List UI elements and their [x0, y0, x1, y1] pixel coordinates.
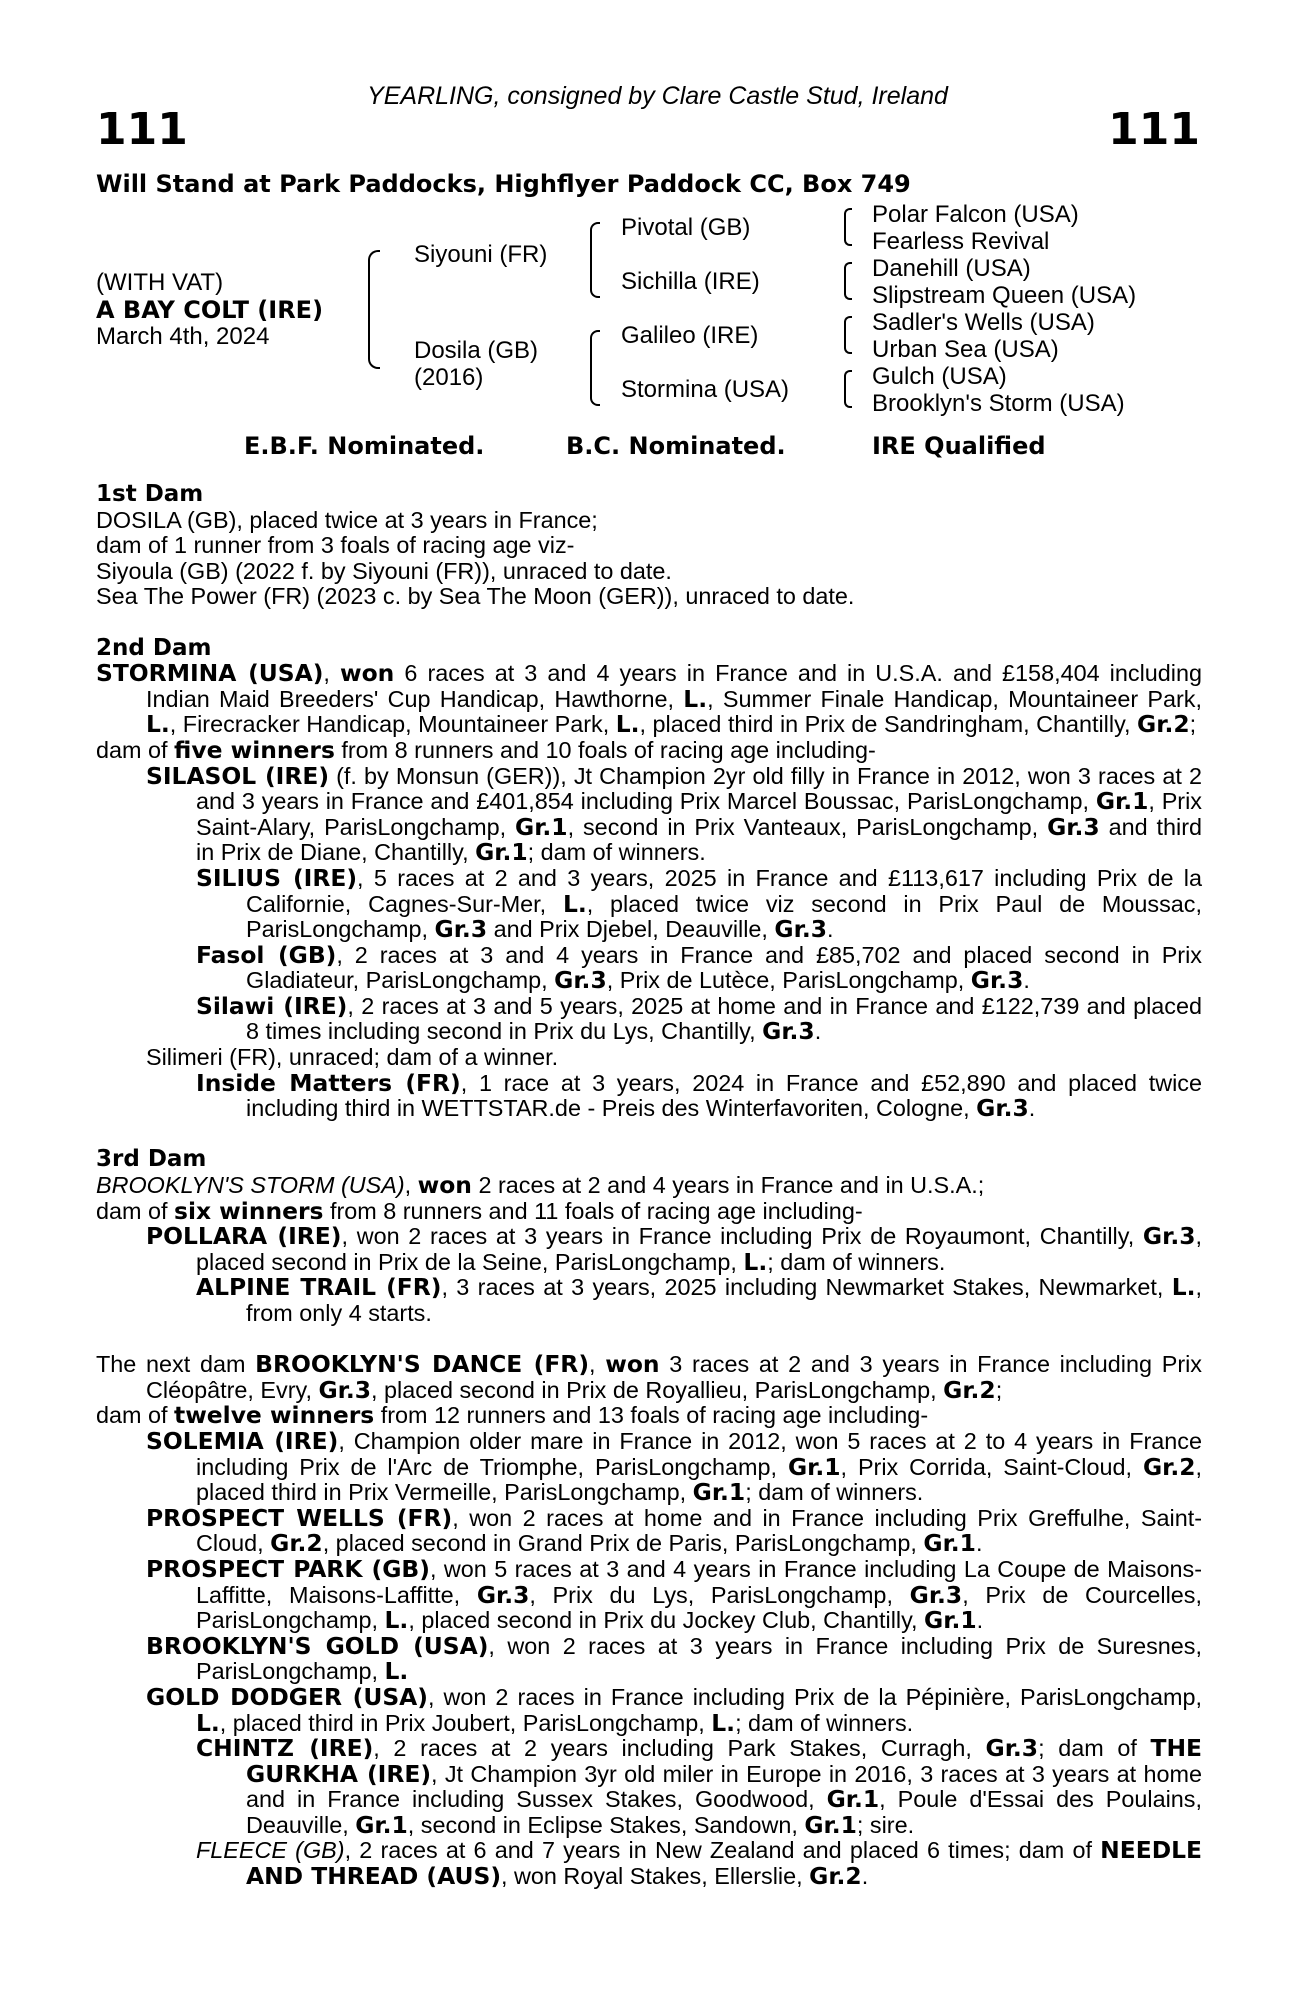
section-gap — [96, 610, 1202, 636]
bold-text: PROSPECT PARK (GB) — [146, 1554, 430, 1583]
bold-text: STORMINA (USA) — [96, 659, 324, 688]
bc-nomination: B.C. Nominated. — [566, 432, 786, 460]
great-grandparent-8: Brooklyn's Storm (USA) — [872, 390, 1125, 417]
entry-text: dam of — [96, 1197, 175, 1224]
bold-text: Gr.3 — [1047, 812, 1100, 841]
bold-text: Gr.1 — [923, 1529, 976, 1558]
entry-text: , Poule d'Essai des Poulains, Deauville, — [246, 1786, 1202, 1838]
entry-text: . — [975, 1530, 983, 1557]
pedigree-entry — [96, 584, 1202, 610]
bold-text: Gr.3 — [985, 1734, 1039, 1763]
bold-text: Gr.1 — [826, 1785, 880, 1814]
entry-text: , 2 races at 3 and 5 years, 2025 at home and in France and £122,739 and placed 8 times including second in Prix du Lys, Chantilly, — [246, 992, 1202, 1045]
ire-qualified: IRE Qualified — [872, 432, 1046, 460]
bold-text: L. — [196, 1708, 220, 1737]
bold-text: Gr.3 — [318, 1375, 372, 1404]
pedigree-entry — [96, 533, 1202, 559]
pedigree-entry — [96, 559, 1202, 585]
bold-text: Gr.1 — [475, 838, 528, 867]
pedigree-entry — [96, 1352, 1202, 1403]
bold-text: POLLARA (IRE) — [146, 1222, 342, 1251]
bold-text: ALPINE TRAIL (FR) — [196, 1273, 442, 1302]
pedigree-entry — [96, 1224, 1202, 1275]
pedigree-entry — [96, 1503, 1202, 1558]
bold-text: CHINTZ (IRE) — [196, 1734, 374, 1763]
entry-text: The next dam — [96, 1351, 256, 1378]
entry-text: , from only 4 starts. — [246, 1274, 1202, 1326]
bold-text: SILASOL (IRE) — [146, 761, 330, 790]
bold-text: Inside Matters (FR) — [196, 1068, 461, 1097]
dam: Dosila (GB) — [414, 337, 539, 364]
bold-text: BROOKLYN'S GOLD (USA) — [146, 1631, 489, 1660]
entry-text: . — [1028, 1095, 1036, 1122]
bold-text: five winners — [174, 735, 335, 764]
pedigree-entry — [96, 1682, 1203, 1737]
bold-text: won — [339, 659, 395, 688]
bold-text: Gr.3 — [434, 915, 488, 944]
pedigree-entry — [96, 1403, 1202, 1429]
bold-text: Gr.3 — [909, 1580, 963, 1609]
brace-main — [368, 250, 380, 369]
entry-text: from 12 runners and 13 foals of racing age including- — [374, 1402, 929, 1429]
great-grandparent-6: Urban Sea (USA) — [872, 336, 1059, 363]
bold-text: Gr.2 — [1137, 710, 1190, 739]
brace-gg2 — [844, 262, 852, 300]
entry-text: , Summer Finale Handicap, Mountaineer Park, — [707, 685, 1202, 712]
bold-text: SILIUS (IRE) — [196, 863, 358, 892]
entry-text: and Prix Djebel, Deauville, — [487, 916, 775, 943]
bold-text: twelve winners — [174, 1401, 375, 1430]
entry-text: , Prix Saint-Alary, ParisLongchamp, — [196, 788, 1202, 840]
entry-text: Sea The Power (FR) (2023 c. by Sea The Moon (GER)), unraced to date. — [96, 583, 855, 610]
entry-text: , — [589, 1351, 606, 1378]
bold-text: Gr.1 — [804, 1810, 857, 1839]
entry-text: , Prix du Lys, ParisLongchamp, — [529, 1581, 910, 1608]
pedigree-entry — [96, 1196, 1202, 1225]
pedigree-entry — [96, 1838, 1202, 1889]
entry-text: , 2 races at 3 and 4 years in France and £85,702 and placed second in Prix Gladiateur, ParisLongchamp, — [246, 941, 1202, 994]
pedigree-entry — [96, 735, 1202, 764]
entry-text: , won 2 races at 3 years in France including Prix de Suresnes, ParisLongchamp, — [196, 1632, 1202, 1685]
brace-sire — [590, 222, 600, 298]
entry-text: ; — [995, 1376, 1003, 1403]
entry-text: ; dam of winners. — [527, 839, 706, 866]
bold-text: SOLEMIA (IRE) — [146, 1426, 339, 1455]
entry-text: , won 2 races at home and in France including Prix Greffulhe, Saint-Cloud, — [196, 1504, 1202, 1557]
entry-text: , placed second in Prix de la Seine, ParisLongchamp, — [196, 1223, 1202, 1275]
bold-text: L. — [562, 889, 587, 918]
entry-text: , — [404, 1172, 418, 1199]
granddam-paternal: Sichilla (IRE) — [621, 268, 760, 295]
bold-text: L. — [711, 1708, 736, 1737]
section-gap — [96, 1122, 1202, 1148]
entry-text: , placed second in Prix de Royallieu, ParisLongchamp, — [371, 1376, 944, 1403]
pedigree-entry — [96, 1736, 1202, 1838]
lot-number-right: 111 — [1108, 104, 1200, 155]
entry-text: , Prix de Lutèce, ParisLongchamp, — [606, 967, 971, 994]
entry-text: ; dam of winners. — [745, 1479, 924, 1506]
bold-text: L. — [146, 710, 170, 739]
entry-text: , won 2 races at 3 years in France including Prix de Royaumont, Chantilly, — [341, 1223, 1143, 1250]
entry-text: , 1 race at 3 years, 2024 in France and £52,890 and placed twice including third in WETTSTAR.de - Preis des Winterfavoriten, Cologne, — [246, 1069, 1202, 1122]
horse-name: A BAY COLT (IRE) — [96, 296, 324, 324]
pedigree-entry — [96, 1554, 1203, 1635]
bold-text: Gr.1 — [924, 1606, 977, 1635]
entry-text: , won 5 races at 3 and 4 years in France including La Coupe de Maisons-Laffitte, Maisons-Laffitte, — [196, 1555, 1202, 1608]
entry-text: Siyoula (GB) (2022 f. by Siyouni (FR)), unraced to date. — [96, 557, 672, 584]
foaling-date: March 4th, 2024 — [96, 323, 270, 350]
bold-text: NEEDLE AND THREAD (AUS) — [246, 1836, 1202, 1891]
entry-text: , Prix de Courcelles, ParisLongchamp, — [196, 1581, 1203, 1634]
bold-text: L. — [384, 1657, 409, 1686]
bold-text: Fasol (GB) — [196, 940, 337, 969]
entry-text: ; dam of winners. — [735, 1709, 914, 1736]
bold-text: Silawi (IRE) — [196, 991, 348, 1020]
pedigree-entry — [96, 991, 1202, 1046]
entry-text: ; sire. — [856, 1811, 915, 1838]
entry-text: ; dam of winners. — [767, 1248, 946, 1275]
bold-text: Gr.3 — [554, 966, 607, 995]
great-grandparent-7: Gulch (USA) — [872, 363, 1007, 390]
consignment-line: YEARLING, consigned by Clare Castle Stud, Ireland — [367, 82, 948, 110]
entry-text: . — [976, 1607, 984, 1634]
sire: Siyouni (FR) — [414, 241, 548, 268]
bold-text: Gr.2 — [809, 1862, 862, 1891]
entry-text: dam of — [96, 1402, 175, 1429]
entry-text: , Champion older mare in France in 2012, won 5 races at 2 to 4 years in France including Prix de l'Arc de Triomphe, ParisLongchamp, — [196, 1427, 1202, 1480]
entry-text: ; — [1189, 711, 1197, 738]
entry-text: . — [861, 1863, 869, 1890]
entry-text: dam of 1 runner from 3 foals of racing age viz- — [96, 532, 575, 559]
pedigree-entry — [96, 863, 1202, 944]
entry-text: , Prix Corrida, Saint-Cloud, — [840, 1453, 1143, 1480]
great-grandparent-3: Danehill (USA) — [872, 255, 1031, 282]
section-3 — [96, 1147, 1202, 1326]
entry-text: , Jt Champion 3yr old miler in Europe in 2016, 3 races at 3 years at home and in France including Sussex Stakes, Goodwood, — [246, 1760, 1202, 1813]
great-grandparent-1: Polar Falcon (USA) — [872, 201, 1079, 228]
section-heading: 2nd Dam — [96, 634, 212, 661]
pedigree-entry — [96, 940, 1202, 995]
catalogue-body — [96, 482, 1202, 1890]
granddam-maternal: Stormina (USA) — [621, 376, 790, 403]
bold-text: Gr.2 — [943, 1375, 996, 1404]
pedigree-entry — [96, 761, 1203, 867]
entry-text: , 5 races at 2 and 3 years, 2025 in France and £113,617 including Prix de la Californie, Cagnes-Sur-Mer, — [246, 864, 1202, 917]
pedigree-entry — [96, 1045, 1202, 1071]
bold-text: BROOKLYN'S DANCE (FR) — [255, 1350, 590, 1379]
bold-text: Gr.2 — [270, 1529, 323, 1558]
stabling-line: Will Stand at Park Paddocks, Highflyer Paddock CC, Box 749 — [96, 170, 911, 198]
ebf-nomination: E.B.F. Nominated. — [244, 432, 485, 460]
entry-text: 3 races at 2 and 3 years in France including Prix Cléopâtre, Evry, — [146, 1351, 1202, 1403]
entry-text: Silimeri (FR), unraced; dam of a winner. — [146, 1044, 559, 1071]
bold-text: Gr.3 — [774, 915, 827, 944]
brace-gg3 — [844, 316, 852, 354]
pedigree-entry — [96, 1426, 1202, 1507]
entry-text: , placed third in Prix Vermeille, ParisLongchamp, — [196, 1453, 1202, 1506]
great-grandparent-5: Sadler's Wells (USA) — [872, 309, 1095, 336]
section-heading: 1st Dam — [96, 481, 204, 507]
lot-number-left: 111 — [96, 104, 188, 155]
pedigree-entry — [96, 661, 1202, 738]
entry-text: , won 2 races in France including Prix de la Pépinière, ParisLongchamp, — [427, 1683, 1203, 1710]
entry-text: , — [323, 660, 340, 687]
entry-text: , second in Eclipse Stakes, Sandown, — [407, 1811, 805, 1838]
bold-text: Gr.1 — [692, 1478, 746, 1507]
section-1 — [96, 482, 1202, 610]
grandsire-paternal: Pivotal (GB) — [621, 214, 751, 241]
italic-text: FLEECE (GB) — [196, 1837, 345, 1864]
entry-text: ; dam of — [1038, 1735, 1151, 1762]
entry-text: , placed third in Prix Joubert, ParisLongchamp, — [219, 1709, 712, 1736]
bold-text: Gr.3 — [976, 1094, 1029, 1123]
entry-text: from 8 runners and 10 foals of racing age including- — [334, 736, 876, 763]
entry-text: from 8 runners and 11 foals of racing age including- — [323, 1197, 863, 1224]
section-gap — [96, 1327, 1202, 1353]
bold-text: L. — [384, 1606, 409, 1635]
bold-text: Gr.1 — [1095, 787, 1149, 816]
entry-text: , second in Prix Vanteaux, ParisLongchamp, — [567, 813, 1048, 840]
vat-note: (WITH VAT) — [96, 269, 224, 296]
bold-text: Gr.1 — [515, 812, 568, 841]
brace-gg4 — [844, 370, 852, 408]
bold-text: Gr.3 — [762, 1017, 815, 1046]
pedigree-entry — [96, 1631, 1202, 1686]
entry-text: , placed twice viz second in Prix Paul de Moussac, ParisLongchamp, — [246, 890, 1202, 943]
pedigree-entry — [96, 1275, 1202, 1326]
bold-text: L. — [615, 710, 640, 739]
bold-text: won — [417, 1171, 472, 1200]
entry-text: , placed second in Prix du Jockey Club, Chantilly, — [408, 1607, 925, 1634]
italic-text: BROOKLYN'S STORM (USA) — [96, 1172, 405, 1199]
pedigree-entry — [96, 508, 1202, 534]
bold-text: L. — [1171, 1273, 1196, 1302]
bold-text: Gr.1 — [787, 1452, 841, 1481]
grandsire-maternal: Galileo (IRE) — [621, 322, 759, 349]
bold-text: THE GURKHA (IRE) — [246, 1734, 1202, 1788]
entry-text: and third in Prix de Diane, Chantilly, — [196, 813, 1203, 866]
entry-text: 2 races at 2 and 4 years in France and in U.S.A.; — [471, 1172, 985, 1199]
bold-text: GOLD DODGER (USA) — [146, 1682, 428, 1711]
entry-text: . — [814, 1018, 822, 1045]
bold-text: L. — [683, 684, 708, 713]
bold-text: Gr.3 — [970, 966, 1024, 995]
bold-text: won — [605, 1350, 660, 1379]
entry-text: . — [1023, 967, 1030, 994]
entry-text: , placed second in Grand Prix de Paris, ParisLongchamp, — [322, 1530, 924, 1557]
brace-dam — [590, 330, 600, 406]
entry-text: dam of — [96, 736, 175, 763]
entry-text: (f. by Monsun (GER)), Jt Champion 2yr old filly in France in 2012, won 3 races at 2 and 3 years in France and £401,854 including Prix Marcel Boussac, ParisLongchamp, — [196, 762, 1202, 815]
bold-text: Gr.2 — [1142, 1452, 1196, 1481]
bold-text: Gr.3 — [1142, 1222, 1196, 1251]
entry-text: , 2 races at 2 years including Park Stakes, Curragh, — [373, 1735, 986, 1762]
entry-text: , 3 races at 3 years, 2025 including Newmarket Stakes, Newmarket, — [441, 1274, 1172, 1301]
entry-text: . — [826, 916, 834, 943]
pedigree-entry — [96, 1068, 1202, 1123]
entry-text: , won Royal Stakes, Ellerslie, — [501, 1863, 810, 1890]
great-grandparent-2: Fearless Revival — [872, 228, 1050, 255]
section-2 — [96, 636, 1202, 1122]
section-4 — [96, 1352, 1202, 1889]
bold-text: PROSPECT WELLS (FR) — [146, 1503, 453, 1532]
pedigree-entry — [96, 1173, 1202, 1199]
entry-text: , Firecracker Handicap, Mountaineer Park, — [169, 711, 616, 738]
great-grandparent-4: Slipstream Queen (USA) — [872, 282, 1137, 309]
bold-text: Gr.1 — [355, 1810, 408, 1839]
bold-text: L. — [743, 1247, 768, 1276]
dam-year: (2016) — [414, 364, 484, 391]
entry-text: , 2 races at 6 and 7 years in New Zealand and placed 6 times; dam of — [344, 1837, 1101, 1864]
bold-text: six winners — [174, 1196, 324, 1225]
bold-text: Gr.3 — [476, 1580, 530, 1609]
entry-text: DOSILA (GB), placed twice at 3 years in France; — [96, 506, 598, 533]
brace-gg1 — [844, 208, 852, 246]
section-heading: 3rd Dam — [96, 1146, 207, 1173]
entry-text: 6 races at 3 and 4 years in France and in U.S.A. and £158,404 including Indian Maid Breeders' Cup Handicap, Hawthorne, — [146, 660, 1202, 712]
entry-text: , placed third in Prix de Sandringham, Chantilly, — [639, 711, 1138, 738]
